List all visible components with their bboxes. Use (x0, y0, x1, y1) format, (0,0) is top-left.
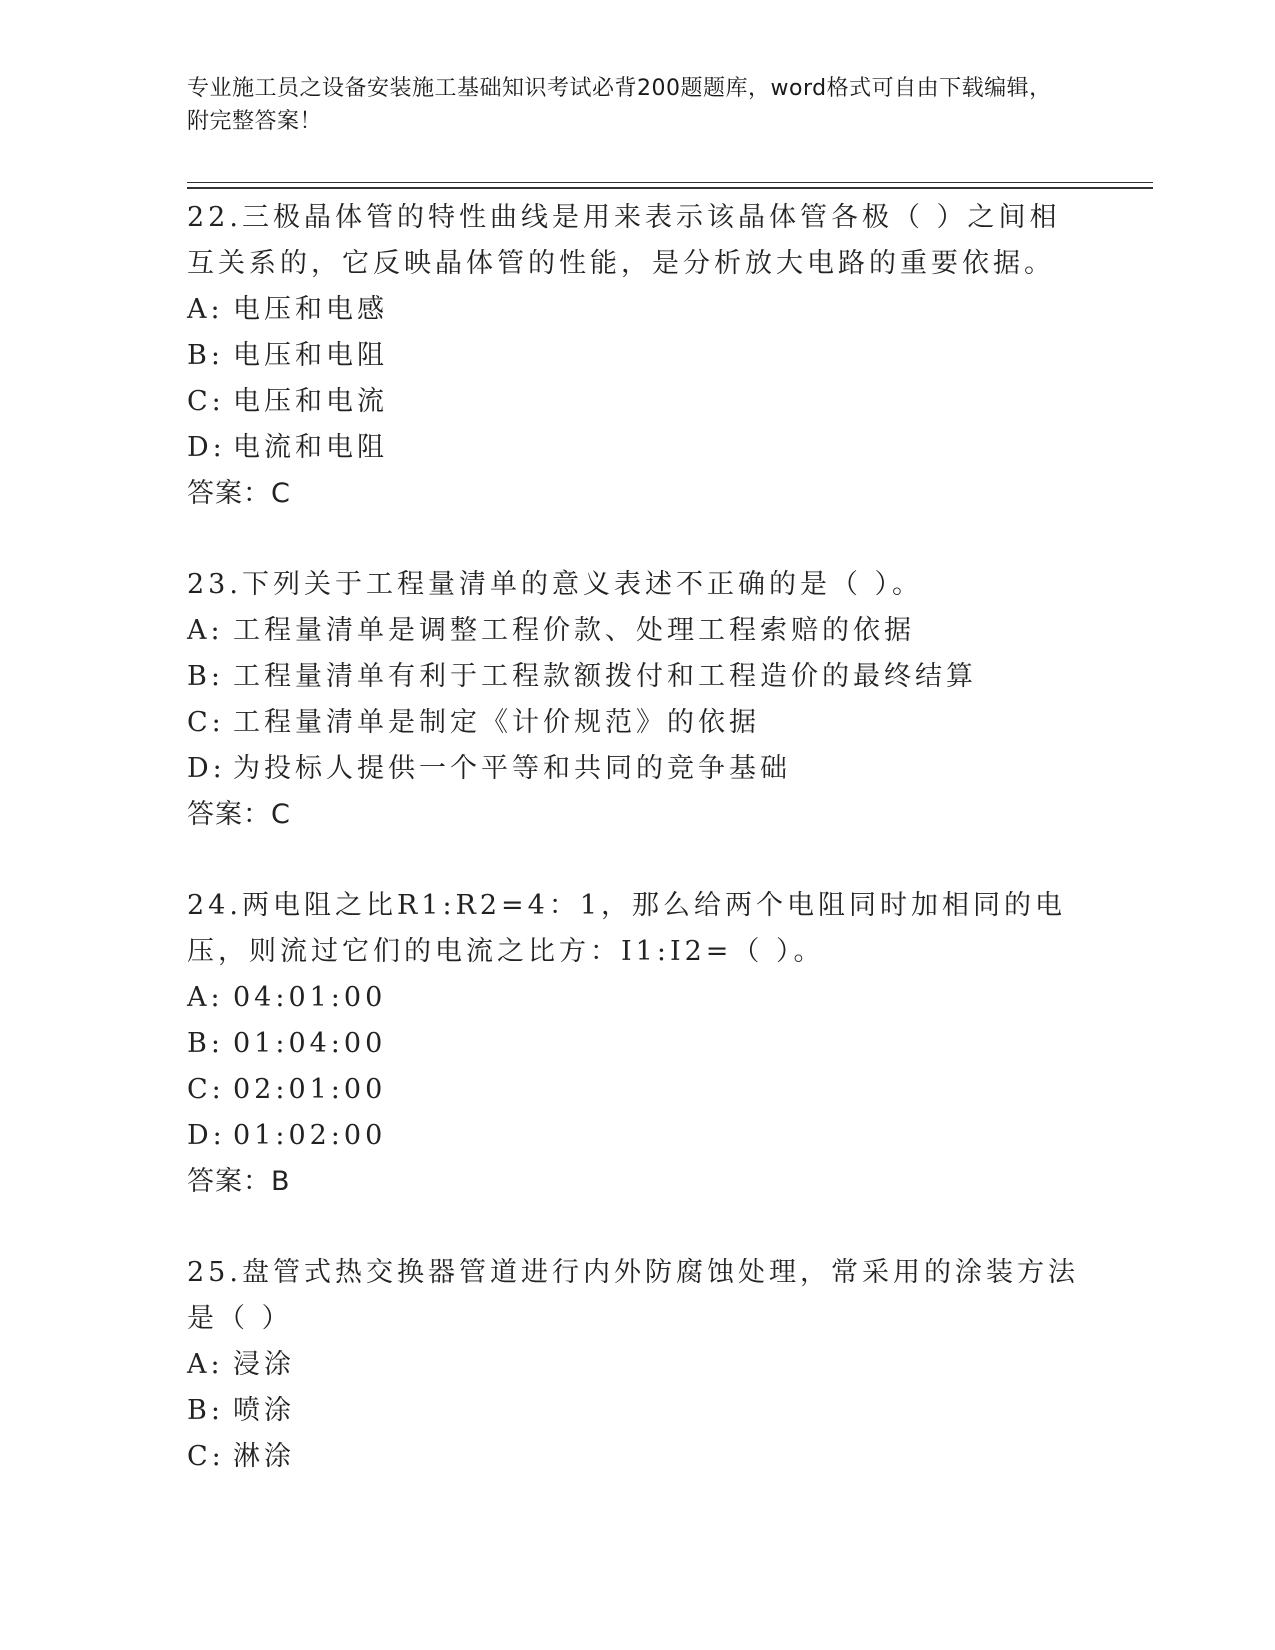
option-text: 淋涂 (233, 1441, 295, 1472)
option-c (187, 1434, 1153, 1480)
option-text: 喷涂 (233, 1395, 295, 1426)
option-b (187, 654, 1153, 700)
option-text: 工程量清单是制定《计价规范》的依据 (233, 707, 760, 738)
option-letter: A: (187, 1349, 224, 1380)
option-a (187, 975, 1153, 1021)
option-b (187, 1388, 1153, 1434)
question-spacer (187, 517, 1153, 562)
option-text: 01:02:00 (233, 1120, 387, 1151)
option-c (187, 379, 1153, 425)
option-b (187, 1021, 1153, 1067)
option-letter: B: (187, 1028, 224, 1059)
option-text: 电压和电感 (233, 294, 388, 325)
question-22 (187, 195, 1153, 517)
option-letter: D: (187, 1120, 226, 1151)
question-25 (187, 1250, 1153, 1480)
option-letter: D: (187, 432, 226, 463)
option-d (187, 425, 1153, 471)
option-text: 04:01:00 (233, 982, 387, 1013)
question-stem: 23.下列关于工程量清单的意义表述不正确的是（ ）。 (187, 569, 924, 600)
option-text: 浸涂 (233, 1349, 295, 1380)
option-letter: C: (187, 386, 225, 417)
option-letter: B: (187, 1395, 224, 1426)
question-stem: 22.三极晶体管的特性曲线是用来表示该晶体管各极（ ）之间相互关系的，它反映晶体管的性能，是分析放大电路的重要依据。 (187, 202, 1061, 279)
option-d (187, 1113, 1153, 1159)
header-divider (187, 182, 1153, 189)
option-text: 电压和电阻 (233, 340, 388, 371)
option-letter: C: (187, 1441, 225, 1472)
question-23 (187, 562, 1153, 838)
question-spacer (187, 1205, 1153, 1250)
option-text: 工程量清单有利于工程款额拨付和工程造价的最终结算 (233, 661, 977, 692)
option-text: 电压和电流 (233, 386, 388, 417)
option-letter: C: (187, 707, 225, 738)
question-24 (187, 883, 1153, 1205)
option-letter: B: (187, 661, 224, 692)
option-b (187, 333, 1153, 379)
option-letter: C: (187, 1074, 225, 1105)
option-text: 02:01:00 (233, 1074, 387, 1105)
document-intro: 专业施工员之设备安装施工基础知识考试必背200题题库，word格式可自由下载编辑，附完整答案！ (187, 76, 1052, 134)
option-letter: A: (187, 294, 224, 325)
answer-line: 答案：C (187, 478, 291, 509)
option-letter: B: (187, 340, 224, 371)
option-text: 为投标人提供一个平等和共同的竞争基础 (233, 753, 791, 784)
option-text: 电流和电阻 (233, 432, 388, 463)
document-page (187, 72, 1153, 1480)
option-text: 01:04:00 (233, 1028, 387, 1059)
option-c (187, 1067, 1153, 1113)
option-a (187, 287, 1153, 333)
option-text: 工程量清单是调整工程价款、处理工程索赔的依据 (233, 615, 915, 646)
answer-line: 答案：C (187, 799, 291, 830)
option-letter: A: (187, 982, 224, 1013)
option-letter: A: (187, 615, 224, 646)
option-d (187, 746, 1153, 792)
option-letter: D: (187, 753, 226, 784)
option-a (187, 1342, 1153, 1388)
option-c (187, 700, 1153, 746)
question-stem: 24.两电阻之比R1:R2=4：1，那么给两个电阻同时加相同的电压，则流过它们的电流之比方：I1:I2=（ ）。 (187, 890, 1067, 967)
question-spacer (187, 838, 1153, 883)
answer-line: 答案：B (187, 1166, 291, 1197)
question-stem: 25.盘管式热交换器管道进行内外防腐蚀处理，常采用的涂装方法是（ ） (187, 1257, 1079, 1334)
option-a (187, 608, 1153, 654)
